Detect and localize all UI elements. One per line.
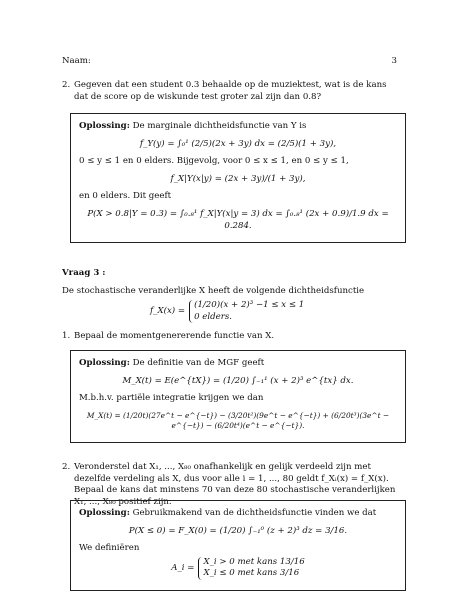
solution-box-item-1 xyxy=(70,350,406,443)
solution-intro: De definitie van de MGF geeft xyxy=(132,358,265,368)
question-text: Gegeven dat een student 0.3 behaalde op de muziektest, wat is de kans dat de score op de wiskunde test groter zal zijn dan 0.8? xyxy=(74,80,387,102)
equation-conditional: f_X|Y(x|y) = (2x + 3y)/(1 + 3y), xyxy=(170,173,306,184)
item-number: 2. xyxy=(62,462,71,472)
density-case-1: (1/20)(x + 2)³ −1 ≤ x ≤ 1 xyxy=(194,300,305,310)
else-text: en 0 elders. Dit geeft xyxy=(79,191,172,202)
solution-label: Oplossing: xyxy=(79,358,130,368)
equation-probability: P(X > 0.8|Y = 0.3) = ∫₀.₈¹ f_X|Y(x|y = 3) dx = ∫₀.₈¹ (2x + 0.9)/1.9 dx = 0.284. xyxy=(87,208,389,231)
vraag-3-intro: De stochastische veranderlijke X heeft de volgende dichtheidsfunctie xyxy=(62,286,365,296)
question-2 xyxy=(62,80,400,102)
page-number: 3 xyxy=(391,56,397,66)
density-definition xyxy=(150,300,304,323)
density-lhs: f_X(x) = xyxy=(150,305,186,316)
indicator-cases xyxy=(198,557,304,580)
solution-box-q2 xyxy=(70,113,406,243)
question-number: 2. xyxy=(62,80,71,90)
item-2 xyxy=(62,462,402,507)
naam-label: Naam: xyxy=(62,56,91,66)
solution-intro: Gebruikmakend van de dichtheidsfunctie vinden we dat xyxy=(132,508,377,518)
item-text: Bepaal de momentgenererende functie van X. xyxy=(74,331,275,341)
solution-intro: De marginale dichtheidsfunctie van Y is xyxy=(132,121,307,131)
item-1 xyxy=(62,331,402,343)
vraag-3-title: Vraag 3 : xyxy=(62,268,106,278)
equation-marginal: f_Y(y) = ∫₀¹ (2/5)(2x + 3y) dx = (2/5)(1 + 3y), xyxy=(139,138,337,149)
item-text: Veronderstel dat X₁, ..., X₈₀ onafhankelijk en gelijk verdeeld zijn met dezelfde verdeling als X, dus voor alle i = 1, ..., 80 geldt f_Xᵢ(x) = f_X(x). Bepaal de kans dat minstens 70 van deze 80 stochastische veranderlijken X₁, ..., X₈₀ positief zijn. xyxy=(74,462,396,507)
equation-mgf-result: M_X(t) = (1/20t)(27e^t − e^{−t}) − (3/20t²)(9e^t − e^{−t}) + (6/20t³)(3e^t − e^{−t}) − (6/20t⁴)(e^t − e^{−t}). xyxy=(86,410,390,430)
define-text: We definiëren xyxy=(79,543,140,554)
indicator-lhs: A_i = xyxy=(171,562,195,573)
equation-cdf: P(X ≤ 0) = F_X(0) = (1/20) ∫₋₁⁰ (z + 2)³ dz = 3/16. xyxy=(128,525,348,536)
indicator-case-1: X_i > 0 met kans 13/16 xyxy=(203,556,305,567)
domain-text: 0 ≤ y ≤ 1 en 0 elders. Bijgevolg, voor 0 ≤ x ≤ 1, en 0 ≤ y ≤ 1, xyxy=(79,156,349,167)
indicator-case-2: X_i ≤ 0 met kans 3/16 xyxy=(203,568,300,579)
density-cases xyxy=(189,300,304,323)
equation-mgf-definition: M_X(t) = E(e^{tX}) = (1/20) ∫₋₁¹ (x + 2)³ e^{tx} dx. xyxy=(122,375,354,386)
mid-text: M.b.h.v. partiële integratie krijgen we dan xyxy=(79,393,264,404)
item-number: 1. xyxy=(62,331,71,341)
page-header xyxy=(62,56,397,68)
solution-label: Oplossing: xyxy=(79,508,130,518)
solution-label: Oplossing: xyxy=(79,121,130,131)
indicator-definition xyxy=(79,557,397,580)
density-case-2: 0 elders. xyxy=(194,311,232,322)
solution-box-item-2 xyxy=(70,500,406,591)
